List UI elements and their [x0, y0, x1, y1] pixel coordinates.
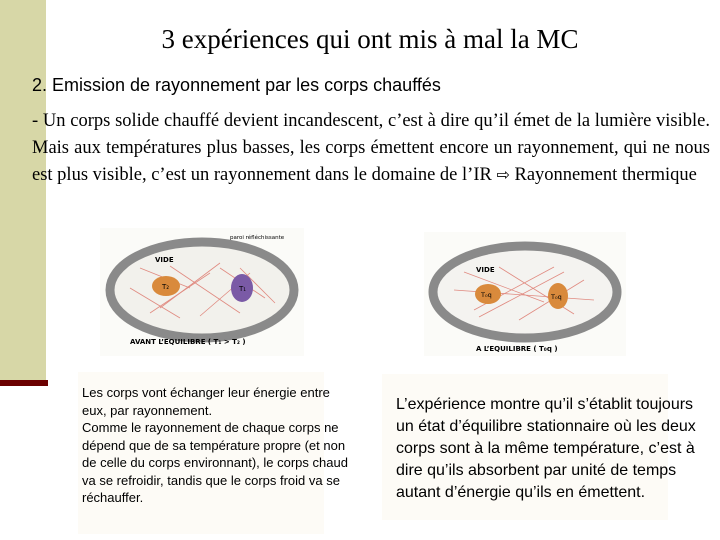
caption-left-line: réchauffer.	[82, 490, 144, 505]
figure-before-equilibrium	[100, 228, 304, 356]
section-subtitle: 2. Emission de rayonnement par les corps chauffés	[32, 75, 441, 95]
slide-sidebar-accent	[0, 0, 46, 386]
sidebar-divider-line	[0, 380, 48, 386]
caption-right-line: L’expérience montre qu’il s’établit toujours	[396, 396, 694, 413]
caption-left-line: de celle du corps environnant), le corps chaud	[82, 455, 348, 470]
figure-at-equilibrium-drawing	[424, 232, 626, 356]
figure-before-caption: AVANT L’EQUILIBRE ( T₁ > T₂ )	[130, 338, 246, 346]
caption-box-right	[382, 374, 696, 520]
vide-label: VIDE	[476, 266, 495, 274]
caption-right-line: corps sont à la même température, c’est à	[396, 440, 695, 457]
reflective-wall-ellipse	[110, 242, 294, 338]
caption-left-line: Comme le rayonnement de chaque corps ne	[82, 420, 339, 435]
body-paragraph	[32, 108, 710, 189]
body-t1-label: T₁	[239, 285, 247, 293]
right-arrow-icon: ⇨	[496, 167, 510, 184]
caption-left-line: eux, par rayonnement.	[82, 402, 213, 418]
figure-at-caption: A L’EQUILIBRE ( T₀q )	[476, 345, 558, 353]
body-text-conclusion: Rayonnement thermique	[514, 165, 697, 185]
body-t2-label: T₂	[162, 283, 170, 291]
caption-left-line: dépend que de sa température propre (et non	[82, 437, 346, 453]
caption-right-line: dire qu’ils absorbent par unité de temps	[396, 462, 677, 479]
figure-at-equilibrium	[424, 232, 626, 356]
caption-box-left	[78, 372, 348, 534]
body-right-teq-label: T₀q	[551, 293, 562, 301]
body-text-main: - Un corps solide chauffé devient incandescent, c’est à dire qu’il émet de la lumière visible. Mais aux températures plus basses, les corps émettent encore un rayonnement, qui ne nous est plus visible, c’est un rayonnement dans le domaine de l’IR	[32, 111, 710, 185]
wall-label: paroi réfléchissante	[230, 235, 285, 241]
slide-title: 3 expériences qui ont mis à mal la MC	[161, 24, 579, 54]
reflective-wall-ellipse	[433, 246, 617, 338]
body-left-teq-label: T₀q	[481, 291, 492, 299]
figure-before-equilibrium-drawing	[100, 228, 304, 356]
vide-label: VIDE	[155, 256, 174, 264]
caption-left-line: Les corps vont échanger leur énergie entre	[82, 385, 330, 400]
caption-left-line: va se refroidir, tandis que le corps froid va se	[82, 472, 340, 488]
caption-right-line: un état d’équilibre stationnaire où les deux	[396, 418, 696, 435]
caption-right-line: autant d’énergie qu’ils en émettent.	[396, 484, 646, 501]
